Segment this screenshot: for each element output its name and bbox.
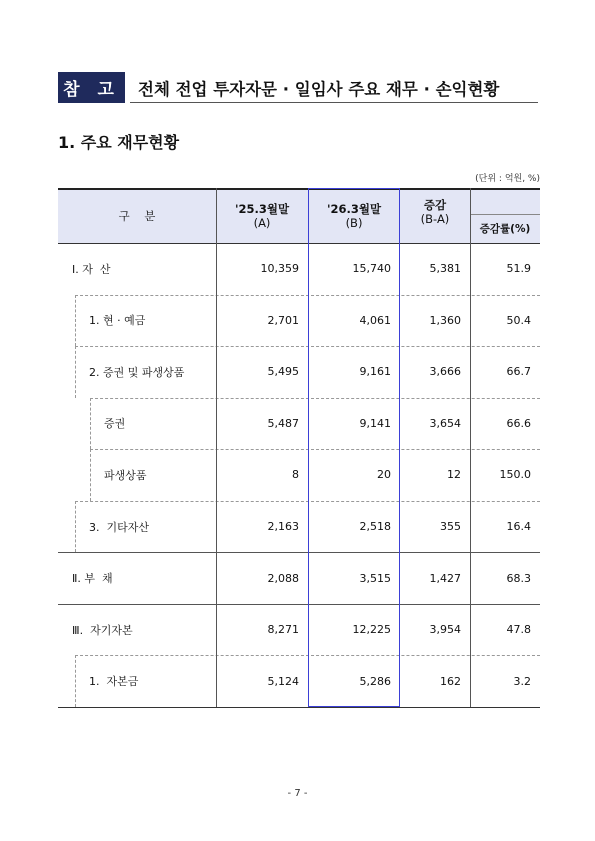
page-title: 전체 전업 투자자문 · 일임사 주요 재무 · 손익현황	[138, 80, 500, 99]
row-value-b: 20	[377, 468, 391, 482]
header-rate	[470, 214, 540, 243]
row-value-b: 15,740	[352, 262, 391, 276]
indent-border	[90, 398, 91, 450]
header-col-a-line2: (A)	[253, 215, 271, 230]
row-value-b: 9,141	[359, 416, 391, 430]
row-value-diff: 3,654	[429, 416, 461, 430]
financial-table	[58, 188, 540, 707]
row-value-a: 5,487	[267, 416, 299, 430]
header-rate-text: 증감률(%)	[479, 222, 531, 235]
header-category-text: 구 분	[118, 208, 156, 223]
row-label: Ⅲ. 자기자본	[72, 623, 133, 637]
title-underline	[130, 102, 538, 103]
row-label: 1. 현 · 예금	[89, 314, 146, 328]
row-value-rate: 150.0	[499, 468, 531, 482]
column-b-highlight	[308, 188, 400, 707]
table-top-border	[58, 188, 540, 190]
row-label: 증권	[104, 417, 126, 431]
row-label: 3. 기타자산	[89, 520, 149, 534]
row-value-diff: 162	[440, 674, 461, 688]
rate-sub-divider	[470, 214, 540, 215]
unit-label: (단위 : 억원, %)	[475, 174, 540, 184]
row-value-rate: 66.7	[506, 365, 531, 379]
row-value-a: 2,088	[267, 571, 299, 585]
row-value-diff: 12	[447, 468, 461, 482]
row-value-b: 2,518	[359, 520, 391, 534]
row-value-a: 2,701	[267, 313, 299, 327]
row-value-a: 5,495	[267, 365, 299, 379]
row-value-rate: 16.4	[506, 520, 531, 534]
indent-border	[90, 449, 91, 501]
row-value-diff: 1,427	[429, 571, 461, 585]
row-value-b: 12,225	[352, 623, 391, 637]
header-col-b-line1: '26.3월말	[326, 201, 382, 216]
column-divider	[216, 188, 217, 707]
row-value-diff: 3,954	[429, 623, 461, 637]
header-col-a-line1: '25.3월말	[234, 201, 290, 216]
row-value-diff: 1,360	[429, 313, 461, 327]
row-value-b: 3,515	[359, 571, 391, 585]
row-value-a: 2,163	[267, 520, 299, 534]
row-label: 2. 증권 및 파생상품	[89, 365, 185, 379]
row-value-a: 10,359	[260, 262, 299, 276]
row-value-diff: 355	[440, 520, 461, 534]
row-divider	[58, 707, 540, 708]
row-value-rate: 66.6	[506, 416, 531, 430]
page-number: - 7 -	[287, 788, 308, 799]
header-col-a	[216, 188, 308, 243]
row-label: 1. 자본금	[89, 675, 139, 689]
row-label: 파생상품	[104, 468, 147, 482]
column-divider	[470, 188, 471, 707]
row-value-rate: 68.3	[506, 571, 531, 585]
row-label: Ⅰ. 자 산	[72, 262, 111, 276]
header-category	[58, 188, 216, 243]
indent-border	[75, 346, 76, 398]
header-diff-right-top	[470, 188, 540, 214]
header-diff-line1: 증감	[423, 198, 447, 212]
row-value-rate: 50.4	[506, 313, 531, 327]
header-col-b-line2: (B)	[345, 215, 363, 230]
row-value-a: 5,124	[267, 674, 299, 688]
row-value-a: 8,271	[267, 623, 299, 637]
indent-border	[75, 501, 76, 553]
row-value-b: 4,061	[359, 313, 391, 327]
row-label: Ⅱ. 부 채	[72, 572, 113, 586]
row-value-diff: 5,381	[429, 262, 461, 276]
row-value-rate: 47.8	[506, 623, 531, 637]
row-value-diff: 3,666	[429, 365, 461, 379]
row-value-b: 5,286	[359, 674, 391, 688]
indent-border	[75, 655, 76, 707]
badge-label: 참 고	[63, 80, 120, 100]
indent-border	[75, 295, 76, 347]
section-title: 1. 주요 재무현황	[58, 133, 180, 152]
reference-badge	[58, 72, 125, 103]
row-value-b: 9,161	[359, 365, 391, 379]
row-value-a: 8	[292, 468, 299, 482]
row-value-rate: 51.9	[506, 262, 531, 276]
header-diff-line2: (B-A)	[420, 212, 450, 226]
header-diff	[400, 188, 470, 243]
row-value-rate: 3.2	[513, 674, 531, 688]
